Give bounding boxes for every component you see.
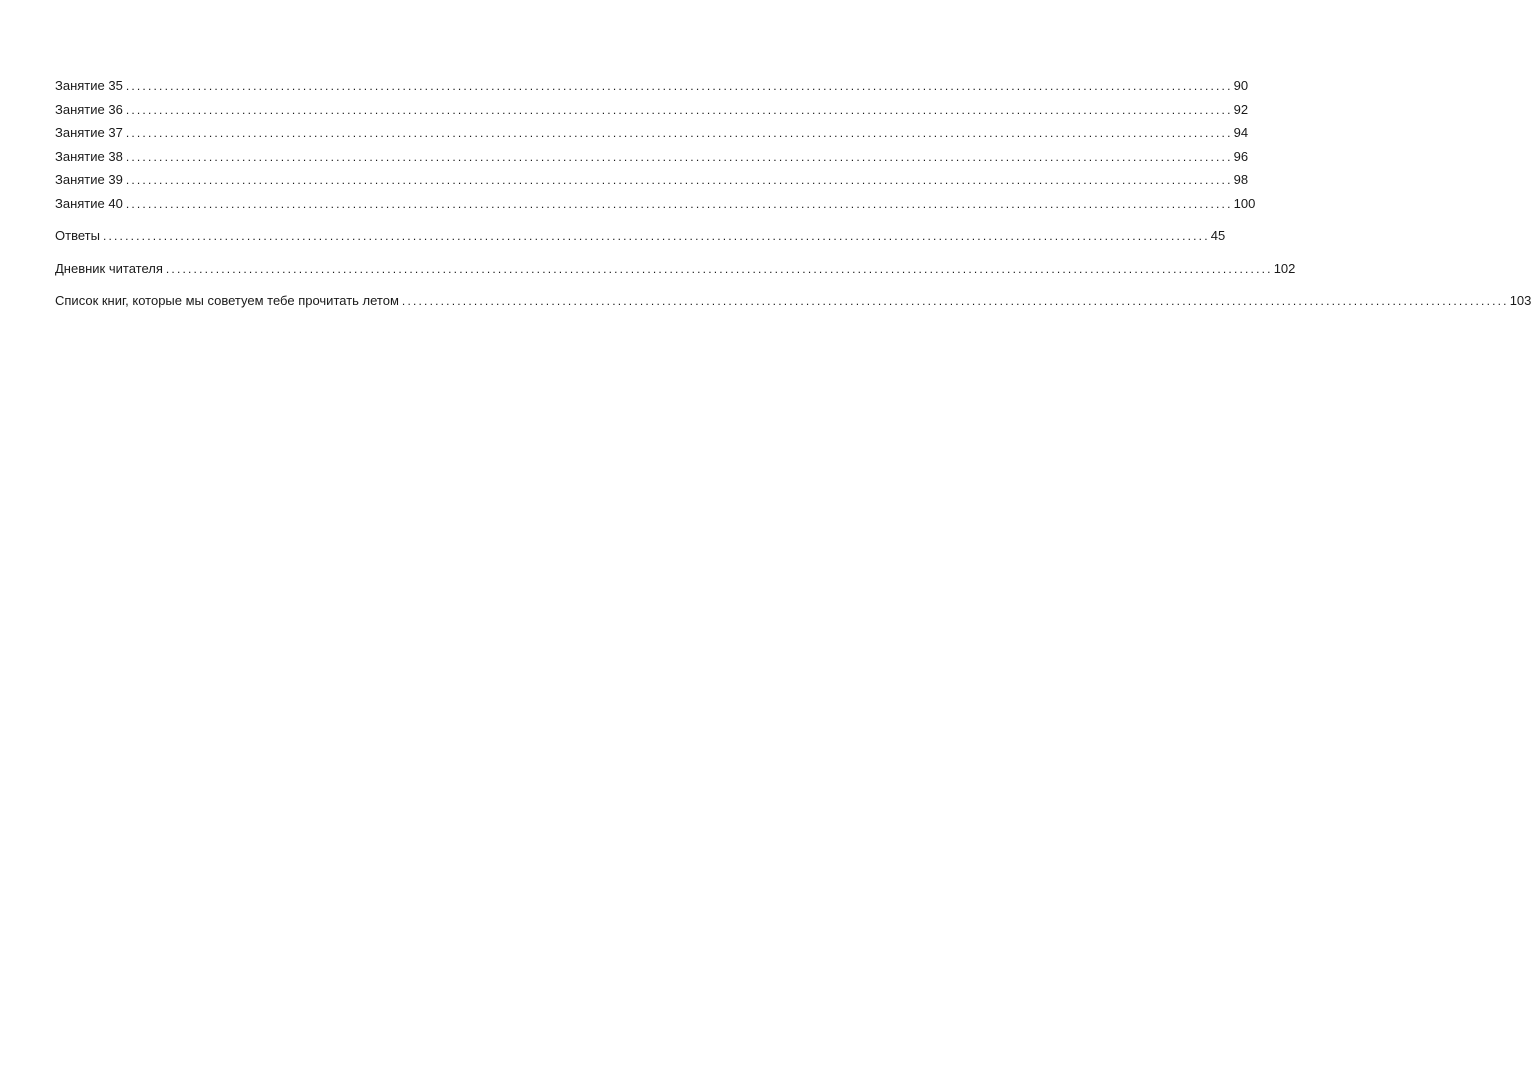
toc-entry-title: Дневник читателя — [55, 260, 163, 276]
toc-entry-title: Занятие 40 — [55, 195, 123, 211]
toc-leader-dots: ........................................................................................................................................................................................................ — [401, 294, 1509, 308]
toc-entry-title: Список книг, которые мы советуем тебе прочитать летом — [55, 293, 399, 308]
toc-leader-dots: ........................................................................................................................................................................................................ — [125, 126, 1233, 140]
toc-entry-title: Занятие 35 — [55, 78, 123, 93]
toc-entry-page: 90 — [1233, 78, 1249, 93]
toc-entry — [55, 224, 1226, 248]
toc-entry-title: Занятие 38 — [55, 148, 123, 164]
toc-entry-page: 98 — [1233, 172, 1249, 187]
toc-entry-page: 96 — [1233, 148, 1249, 164]
toc-entry — [55, 145, 1249, 169]
toc-leader-dots: ........................................................................................................................................................................................................ — [125, 149, 1233, 164]
toc-leader-dots: ........................................................................................................................................................................................................ — [165, 261, 1273, 276]
toc-entry-page: 45 — [1210, 228, 1226, 243]
toc-entry — [55, 98, 1249, 122]
toc-entry — [55, 121, 1249, 145]
toc-entry — [55, 74, 1249, 98]
toc-entry-page: 92 — [1233, 101, 1249, 117]
table-of-contents — [55, 74, 1531, 313]
toc-leader-dots: ........................................................................................................................................................................................................ — [125, 196, 1233, 211]
toc-entry-title: Занятие 39 — [55, 172, 123, 187]
toc-entry — [55, 257, 1296, 281]
toc-leader-dots: ........................................................................................................................................................................................................ — [125, 79, 1233, 93]
toc-entry-title: Занятие 37 — [55, 125, 123, 140]
toc-entry-page: 94 — [1233, 125, 1249, 140]
toc-entry-page: 102 — [1273, 260, 1296, 276]
toc-entry-page: 100 — [1233, 195, 1256, 211]
toc-leader-dots: ........................................................................................................................................................................................................ — [102, 229, 1210, 243]
toc-entry — [55, 168, 1249, 192]
toc-entry-title: Ответы — [55, 228, 100, 243]
toc-leader-dots: ........................................................................................................................................................................................................ — [125, 102, 1233, 117]
toc-entry-page: 103 — [1509, 293, 1531, 308]
toc-entry — [55, 289, 1531, 313]
toc-entry — [55, 192, 1256, 216]
toc-leader-dots: ........................................................................................................................................................................................................ — [125, 173, 1233, 187]
toc-entry-title: Занятие 36 — [55, 101, 123, 117]
